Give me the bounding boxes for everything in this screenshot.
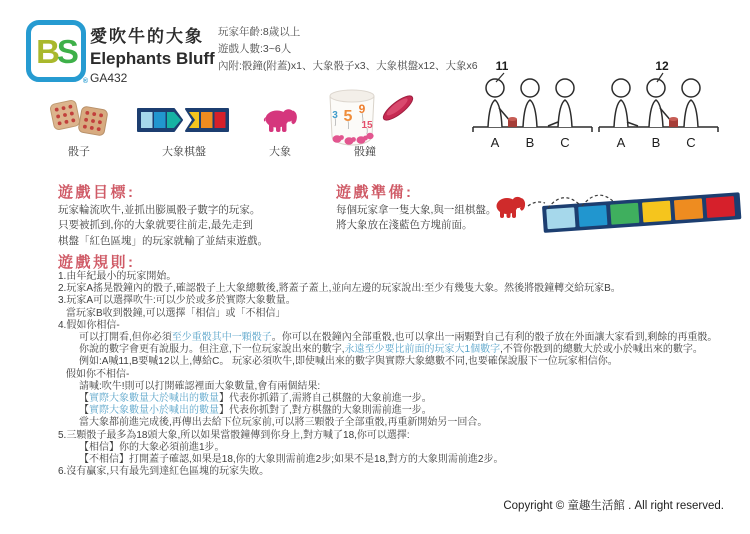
- setup-heading: 遊戲準備:: [336, 184, 414, 201]
- cup-number-5: 5: [343, 108, 353, 125]
- rule-line: 4.假如你相信-: [58, 319, 120, 331]
- game-title-en: Elephants Bluff: [90, 49, 215, 68]
- rule-line: 1.由年紀最小的玩家開始。: [58, 271, 177, 282]
- rule-line: 例如:A喊11,B要喊12以上,傳給C。 玩家必須吹牛,即使喊出來的數字與實際大象總數不同,也要確保說服下一位玩家相信你。: [79, 356, 618, 368]
- component-label-dice: 骰子: [68, 146, 90, 158]
- info-players: 遊戲人數:3~6人: [218, 43, 292, 55]
- copyright-notice: Copyright © 童趣生活館 . All right reserved.: [503, 500, 724, 512]
- seat-label-c: C: [560, 135, 570, 150]
- seat-label-b: B: [525, 135, 535, 150]
- info-contents: 內附:骰鐘(附蓋)x1、大象骰子x3、大象棋盤x12、大象x6: [218, 60, 478, 72]
- game-info: [218, 24, 478, 75]
- logo-letter-s: S: [56, 32, 76, 70]
- call-number-label: 12: [655, 59, 669, 73]
- bs-logo: [26, 20, 88, 85]
- bluff-diagram-call-12: [596, 56, 721, 156]
- objective-body: 玩家輪流吹牛,並抓出膨風骰子數字的玩家。 只要被抓到,你的大象就要往前走,最先走到 棋盤「紅色區塊」的玩家就輸了並結束遊戲。: [58, 204, 268, 247]
- component-label-boards: 大象棋盤: [162, 146, 206, 158]
- seat-label-a: A: [616, 135, 626, 150]
- rule-line: 【實際大象數量大於喊出的數量】代表你抓錯了,需將自己棋盤的大象前進一步。: [79, 393, 432, 405]
- rule-line: 2.玩家A搖晃骰鐘內的骰子,確認骰子上大象總數後,將蓋子蓋上,並向左邊的玩家說出:至少有幾隻大象。然後將骰鐘轉交給玩家B。: [58, 283, 621, 295]
- title-block: [90, 22, 215, 85]
- component-label-elephant: 大象: [269, 146, 291, 158]
- seat-label-a: A: [490, 135, 500, 150]
- registered-mark: ®: [82, 78, 88, 85]
- setup-body: 每個玩家拿一隻大象,與一組棋盤。 將大象放在淺藍色方塊前面。: [336, 204, 497, 232]
- rule-line: 請喊:吹牛!則可以打開確認裡面大象數量,會有兩個結果:: [79, 380, 321, 392]
- elephant-token-image: [262, 106, 300, 136]
- cup-number-3: 3: [332, 110, 338, 121]
- dice-cup-mini-icon: [508, 117, 517, 127]
- rule-line: 6.沒有贏家,只有最先到達紅色區塊的玩家失敗。: [58, 466, 270, 478]
- cup-number-9: 9: [358, 102, 366, 116]
- rule-line: 3.玩家A可以選擇吹牛:可以少於或多於實際大象數量。: [58, 295, 296, 307]
- dice-image: [48, 98, 110, 140]
- rule-line: 當玩家B收到骰鐘,可以選擇「相信」或「不相信」: [66, 307, 286, 319]
- cup-number-15: 15: [361, 120, 373, 131]
- objective-heading: 遊戲目標:: [58, 184, 136, 201]
- rule-line: 你說的數字會更有說服力。但注意,下一位玩家說出來的數字,永遠至少要比前面的玩家大1個數字,不管你骰到的總數大於或小於喊出來的數字。: [79, 344, 703, 356]
- rule-line: 【實際大象數量小於喊出的數量】代表你抓對了,對方棋盤的大象則需前進一步。: [79, 405, 432, 417]
- rule-line: 【不相信】打開蓋子確認,如果是18,你的大象則需前進2步;如果不是18,對方的大象則需前進2步。: [79, 454, 504, 466]
- seat-label-c: C: [686, 135, 696, 150]
- elephant-board-image: [136, 106, 232, 136]
- setup-illustration: [488, 184, 746, 248]
- rule-line: 【相信】你的大象必須前進1步。: [79, 441, 225, 453]
- rule-line: 5.三顆骰子最多為18頭大象,所以如果當骰鐘傳到你身上,對方喊了18,你可以選擇:: [58, 429, 410, 441]
- rule-line: 當大象都前進完成後,再傳出去給下位玩家前,可以將三顆骰子全部重骰,再重新開始另一回合。: [79, 417, 488, 429]
- logo-letter-b: B: [36, 32, 57, 70]
- dice-cup-image: [318, 84, 422, 152]
- game-code: GA432: [90, 71, 128, 85]
- rule-line: 可以打開看,但你必須至少重骰其中一顆骰子。你可以在骰鐘內全部重骰,也可以拿出一兩顆對自己有利的骰子放在外面讓大家看到,剩餘的再重骰。: [79, 332, 718, 344]
- rules-list: [58, 271, 744, 478]
- rules-heading: 遊戲規則:: [58, 254, 136, 271]
- call-number-label: 11: [495, 59, 509, 73]
- info-age: 玩家年齡:8歲以上: [218, 26, 301, 38]
- dice-cup-mini-icon: [669, 117, 678, 127]
- bluff-diagram-call-11: [470, 56, 595, 156]
- game-title-zh: 愛吹牛的大象: [90, 27, 204, 46]
- rule-line: 假如你不相信-: [66, 368, 130, 380]
- seat-label-b: B: [651, 135, 661, 150]
- component-label-cup: 骰鐘: [354, 146, 376, 158]
